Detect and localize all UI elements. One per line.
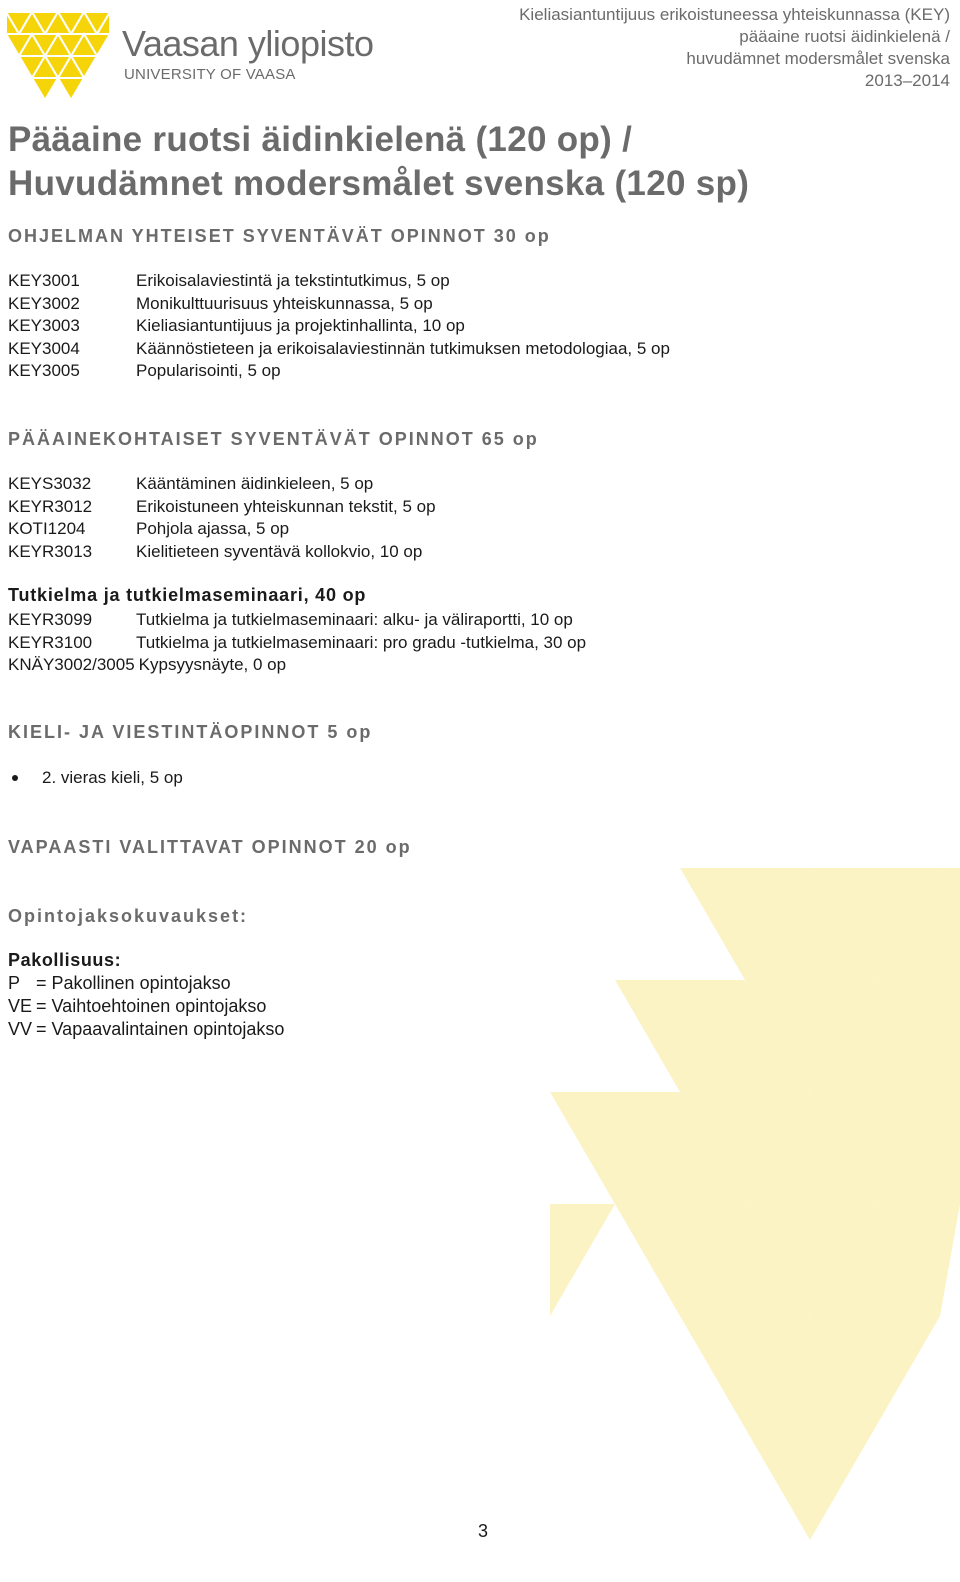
deco-triangle — [615, 980, 745, 1092]
title-line: Pääaine ruotsi äidinkielenä (120 op) / — [8, 120, 633, 159]
course-code: KEYR3100 — [8, 632, 93, 652]
deco-triangle — [810, 980, 940, 1092]
course-list-common — [8, 270, 670, 383]
deco-triangle — [745, 1204, 875, 1316]
course-name: Popularisointi, 5 op — [136, 361, 281, 381]
legend-text: = Pakollinen opintojakso — [36, 973, 231, 993]
course-name: Kieliasiantuntijuus ja projektinhallinta, 10 op — [136, 316, 465, 336]
deco-triangle — [810, 1204, 940, 1316]
header-line: huvudämnet modersmålet svenska — [686, 49, 950, 68]
course-code: KEYR3013 — [8, 541, 93, 561]
deco-triangle — [875, 868, 960, 980]
course-row — [8, 315, 670, 338]
legend-item — [8, 972, 284, 995]
course-code: KNÄY3002/3005 — [8, 655, 135, 675]
deco-triangle — [680, 1316, 810, 1428]
deco-triangle — [680, 1092, 810, 1204]
section-heading-common: OHJELMAN YHTEISET SYVENTÄVÄT OPINNOT 30 op — [8, 226, 551, 246]
course-code: KEY3005 — [8, 361, 80, 381]
course-code: KEY3003 — [8, 316, 80, 336]
course-row — [8, 609, 586, 632]
list-item-label: 2. vieras kieli, 5 op — [42, 768, 183, 787]
course-row — [8, 654, 586, 677]
legend — [8, 949, 284, 1041]
deco-triangle — [550, 1204, 615, 1316]
course-row — [8, 270, 670, 293]
course-code: KEY3004 — [8, 338, 80, 358]
course-name: Kypsyysnäyte, 0 op — [138, 655, 287, 675]
course-name: Tutkielma ja tutkielmaseminaari: alku- ja väliraportti, 10 op — [136, 610, 573, 629]
course-list-major — [8, 473, 436, 563]
course-row — [8, 338, 670, 361]
course-code: KEY3001 — [8, 271, 80, 290]
legend-title: Pakollisuus: — [8, 950, 122, 970]
course-row — [8, 473, 436, 496]
title-line: Huvudämnet modersmålet svenska (120 sp) — [8, 164, 750, 203]
logo-subtitle: UNIVERSITY OF VAASA — [124, 66, 296, 83]
thesis-heading: Tutkielma ja tutkielmaseminaari, 40 op — [8, 585, 367, 605]
header-meta — [519, 4, 950, 92]
list-item — [8, 768, 183, 788]
course-row — [8, 293, 670, 316]
course-name: Käännöstieteen ja erikoisalaviestinnän tutkimuksen metodologiaa, 5 op — [136, 338, 670, 358]
deco-triangle — [680, 980, 810, 1092]
legend-item — [8, 1018, 284, 1041]
legend-text: = Vapaavalintainen opintojakso — [36, 1019, 285, 1039]
deco-triangle — [875, 980, 960, 1092]
course-name: Erikoisalaviestintä ja tekstintutkimus, 5 op — [136, 271, 450, 290]
section-heading-free: VAPAASTI VALITTAVAT OPINNOT 20 op — [8, 837, 412, 857]
deco-triangle — [745, 980, 875, 1092]
university-logo — [6, 4, 406, 104]
logo-triangles-icon — [6, 4, 110, 104]
deco-triangle — [745, 868, 875, 980]
legend-code: P — [8, 973, 21, 993]
deco-triangle — [550, 1092, 680, 1204]
legend-text: = Vaihtoehtoinen opintojakso — [36, 996, 267, 1016]
deco-triangle — [810, 868, 940, 980]
section-heading-major: PÄÄAINEKOHTAISET SYVENTÄVÄT OPINNOT 65 op — [8, 429, 539, 449]
deco-triangle — [875, 1204, 960, 1316]
course-name: Erikoistuneen yhteiskunnan tekstit, 5 op — [136, 496, 436, 516]
deco-triangle — [745, 1428, 875, 1540]
deco-triangle — [810, 1316, 940, 1428]
course-row — [8, 632, 586, 655]
bullet-icon — [12, 775, 18, 781]
deco-triangle — [615, 1204, 745, 1316]
legend-item — [8, 995, 284, 1018]
deco-triangle — [680, 1204, 810, 1316]
deco-triangle — [615, 1092, 745, 1204]
logo-name: Vaasan yliopisto — [122, 23, 374, 64]
page-title — [8, 118, 749, 206]
deco-triangle — [745, 1092, 875, 1204]
course-row — [8, 360, 670, 383]
course-row — [8, 541, 436, 564]
course-name: Kielitieteen syventävä kollokvio, 10 op — [136, 541, 423, 561]
legend-code: VV — [8, 1019, 33, 1039]
course-list-thesis — [8, 609, 586, 677]
deco-triangle — [875, 1092, 960, 1204]
course-code: KEYR3012 — [8, 496, 93, 516]
course-name: Tutkielma ja tutkielmaseminaari: pro gradu -tutkielma, 30 op — [136, 632, 587, 652]
course-row — [8, 518, 436, 541]
header-line: 2013–2014 — [864, 71, 950, 90]
course-code: KEY3002 — [8, 293, 80, 313]
section-heading-language: KIELI- JA VIESTINTÄOPINNOT 5 op — [8, 722, 373, 742]
legend-code: VE — [8, 996, 33, 1016]
course-code: KEYS3032 — [8, 474, 92, 493]
course-row — [8, 496, 436, 519]
course-code: KOTI1204 — [8, 519, 86, 539]
deco-triangle — [810, 1092, 940, 1204]
deco-triangle — [745, 1316, 875, 1428]
course-name: Kääntäminen äidinkieleen, 5 op — [136, 474, 374, 493]
course-name: Monikulttuurisuus yhteiskunnassa, 5 op — [136, 293, 433, 313]
header-line: Kieliasiantuntijuus erikoistuneessa yhteiskunnassa (KEY) — [519, 5, 950, 24]
deco-triangle — [680, 868, 810, 980]
page-number: 3 — [478, 1521, 489, 1541]
section-heading-descriptions: Opintojaksokuvaukset: — [8, 906, 249, 926]
course-code: KEYR3099 — [8, 610, 93, 629]
course-name: Pohjola ajassa, 5 op — [136, 519, 290, 539]
header-line: pääaine ruotsi äidinkielenä / — [739, 27, 950, 46]
